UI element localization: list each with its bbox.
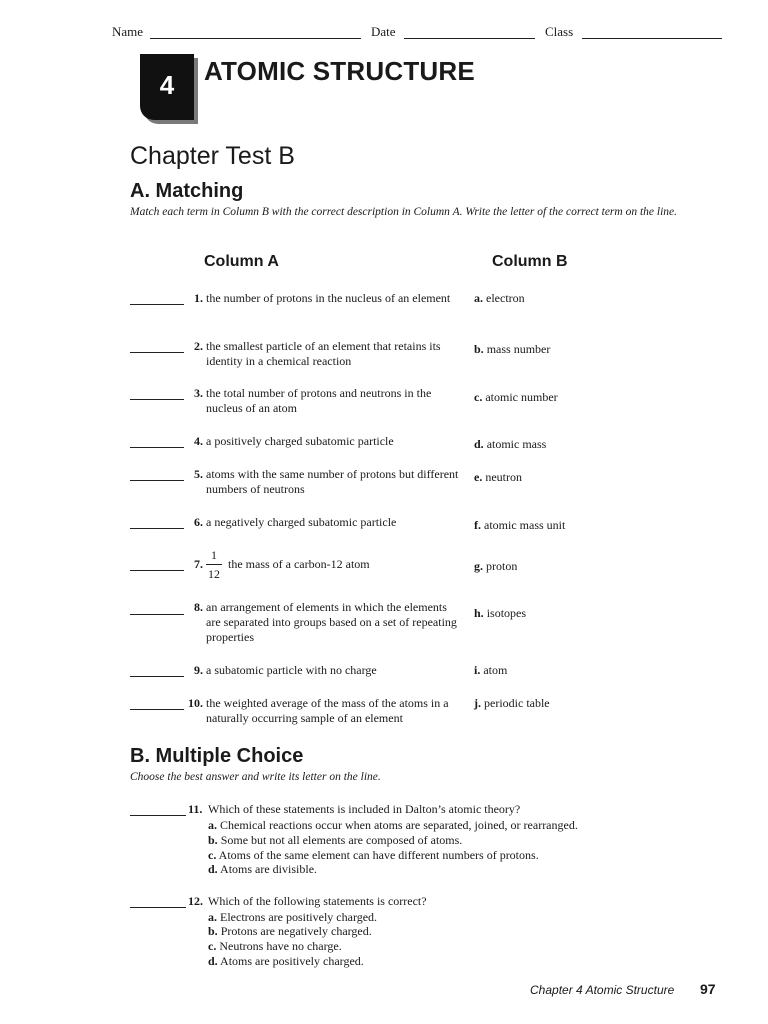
section-b-title: B. Multiple Choice	[130, 745, 304, 767]
term-letter: c.	[474, 390, 483, 404]
fraction-bar	[206, 564, 222, 565]
option-d	[208, 862, 317, 877]
question-number: 10.	[188, 696, 203, 710]
footer-chapter-label: Chapter 4 Atomic Structure	[530, 983, 675, 997]
option-text: Atoms are divisible.	[220, 862, 318, 876]
option-letter: c.	[208, 848, 217, 862]
option-text: Neutrons have no charge.	[219, 939, 342, 953]
test-title: Chapter Test B	[130, 142, 295, 170]
question-text: a positively charged subatomic particle	[206, 434, 394, 448]
term-item	[474, 518, 565, 533]
option-letter: b.	[208, 833, 218, 847]
option-letter: d.	[208, 862, 218, 876]
option-text: Atoms of the same element can have different numbers of protons.	[218, 848, 539, 862]
column-a-heading: Column A	[204, 253, 279, 270]
question-text: the number of protons in the nucleus of an element	[206, 291, 451, 305]
option-b	[208, 833, 462, 848]
question-text: the weighted average of the mass of the atoms in a naturally occurring sample of an element	[206, 696, 449, 725]
term-item	[474, 390, 558, 405]
term-letter: d.	[474, 437, 484, 451]
option-a	[208, 910, 377, 925]
question-number: 6.	[194, 515, 203, 529]
question-number: 11.	[188, 802, 203, 816]
term-letter: f.	[474, 518, 481, 532]
name-line[interactable]	[150, 38, 361, 39]
question-number: 5.	[194, 467, 203, 481]
term-text: neutron	[485, 470, 522, 484]
question-text: Which of the following statements is correct?	[208, 894, 427, 908]
question-text: the smallest particle of an element that retains its identity in a chemical reaction	[206, 339, 441, 368]
section-b-instructions: Choose the best answer and write its letter on the line.	[130, 771, 381, 783]
date-label: Date	[371, 24, 396, 39]
name-label: Name	[112, 24, 144, 39]
fraction	[206, 548, 222, 581]
question-number: 2.	[194, 339, 203, 353]
term-text: atom	[483, 663, 508, 677]
option-c	[208, 939, 342, 954]
question-number: 4.	[194, 434, 203, 448]
term-item	[474, 437, 546, 452]
fraction-denominator: 12	[208, 567, 220, 581]
fraction-numerator: 1	[211, 548, 217, 562]
column-b-heading: Column B	[492, 253, 568, 270]
option-letter: a.	[208, 818, 217, 832]
term-letter: j.	[474, 696, 481, 710]
section-a-title: A. Matching	[130, 180, 244, 202]
question-number: 9.	[194, 663, 203, 677]
term-text: atomic number	[485, 390, 558, 404]
option-text: Chemical reactions occur when atoms are separated, joined, or rearranged.	[220, 818, 578, 832]
date-line[interactable]	[404, 38, 535, 39]
question-number: 3.	[194, 386, 203, 400]
question-number: 7.	[194, 557, 203, 571]
term-text: atomic mass	[486, 437, 547, 451]
term-text: atomic mass unit	[484, 518, 566, 532]
term-item	[474, 470, 522, 485]
term-letter: h.	[474, 606, 484, 620]
section-a-instructions: Match each term in Column B with the correct description in Column A. Write the letter of the correct term on the line.	[130, 206, 678, 218]
chapter-title: ATOMIC STRUCTURE	[204, 56, 475, 86]
term-item	[474, 663, 507, 678]
term-item	[474, 559, 517, 574]
term-item	[474, 342, 550, 357]
term-text: electron	[486, 291, 525, 305]
answer-blank[interactable]	[130, 815, 186, 816]
option-text: Electrons are positively charged.	[220, 910, 378, 924]
term-item	[474, 606, 526, 621]
question-text: atoms with the same number of protons but different numbers of neutrons	[206, 467, 459, 496]
question-text: the total number of protons and neutrons in the nucleus of an atom	[206, 386, 432, 415]
term-text: proton	[486, 559, 518, 573]
option-text: Protons are negatively charged.	[220, 924, 372, 938]
term-text: periodic table	[484, 696, 550, 710]
option-a	[208, 818, 578, 833]
option-c	[208, 848, 539, 863]
question-number: 12.	[188, 894, 203, 908]
question-text: an arrangement of elements in which the elements are separated into groups based on a set of repeating properties	[206, 600, 457, 644]
option-d	[208, 954, 364, 969]
option-text: Some but not all elements are composed of atoms.	[220, 833, 463, 847]
term-letter: e.	[474, 470, 483, 484]
class-label: Class	[545, 24, 574, 39]
answer-blank[interactable]	[130, 907, 186, 908]
term-text: isotopes	[486, 606, 527, 620]
question-text: Which of these statements is included in Dalton’s atomic theory?	[208, 802, 521, 816]
chapter-number: 4	[159, 70, 175, 100]
term-item	[474, 291, 525, 306]
term-text: mass number	[486, 342, 551, 356]
page-number: 97	[700, 981, 716, 997]
question-text: the mass of a carbon-12 atom	[228, 557, 370, 571]
term-letter: b.	[474, 342, 484, 356]
question-number: 1.	[194, 291, 203, 305]
option-letter: c.	[208, 939, 217, 953]
term-letter: a.	[474, 291, 483, 305]
option-b	[208, 924, 372, 939]
term-item	[474, 696, 550, 711]
option-letter: d.	[208, 954, 218, 968]
term-letter: g.	[474, 559, 483, 573]
option-text: Atoms are positively charged.	[220, 954, 364, 968]
option-letter: b.	[208, 924, 218, 938]
class-line[interactable]	[582, 38, 722, 39]
question-number: 8.	[194, 600, 203, 614]
question-text: a subatomic particle with no charge	[206, 663, 377, 677]
option-letter: a.	[208, 910, 217, 924]
term-letter: i.	[474, 663, 481, 677]
question-text: a negatively charged subatomic particle	[206, 515, 397, 529]
